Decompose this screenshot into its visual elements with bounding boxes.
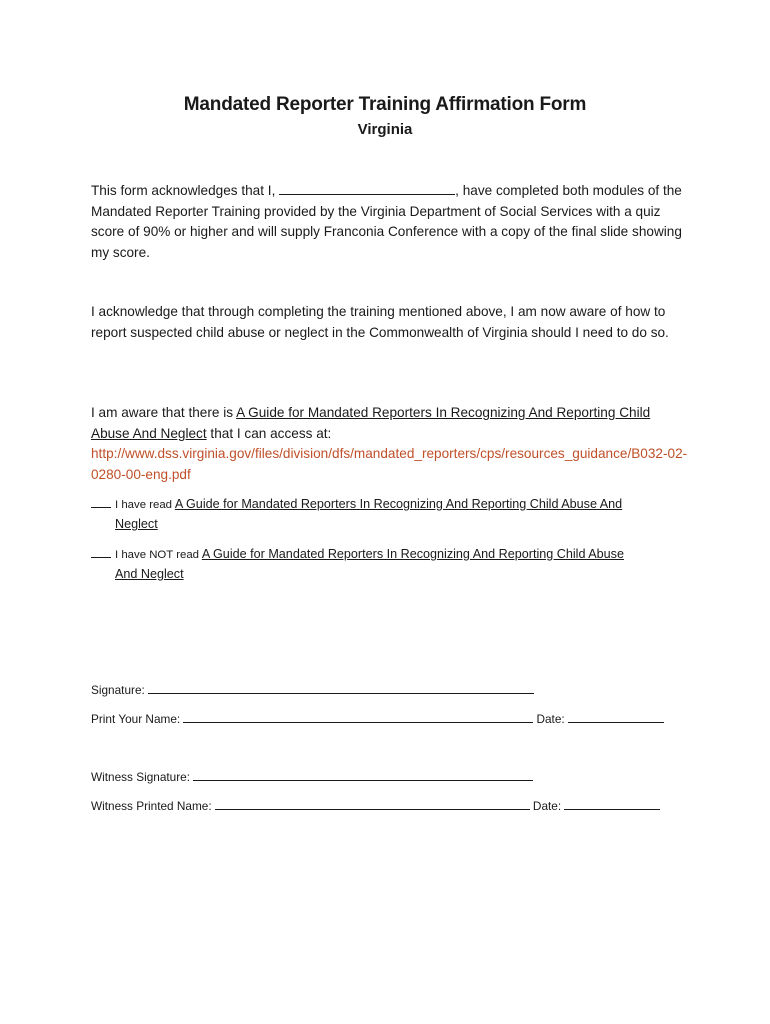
witness-printed-name-field[interactable] (215, 798, 530, 810)
print-name-field[interactable] (183, 711, 533, 723)
have-not-read-option (91, 545, 681, 584)
form-subtitle: Virginia (357, 121, 413, 138)
have-read-guide-title-cont: Neglect (115, 517, 158, 531)
date-field-1[interactable] (568, 711, 664, 723)
date-label-2: Date: (532, 799, 562, 813)
have-not-read-guide-title-cont: And Neglect (115, 567, 184, 581)
para3-before: I am aware that there is (91, 405, 234, 420)
have-not-read-label: I have NOT read (115, 549, 199, 561)
name-blank-field[interactable] (279, 181, 455, 195)
have-read-checkbox-line[interactable] (91, 495, 111, 508)
signature-row (91, 682, 534, 698)
para3-after: that I can access at: (210, 425, 332, 441)
date-field-2[interactable] (564, 798, 660, 810)
form-title: Mandated Reporter Training Affirmation Form (183, 94, 587, 115)
guide-title-link[interactable]: A Guide for Mandated Reporters In Recognizing And Reporting Child Abuse And Neglect (91, 405, 651, 441)
witness-signature-row (91, 769, 533, 785)
awareness-paragraph: I acknowledge that through completing the training mentioned above, I am now aware of how to report suspected child abuse or neglect in the Commonwealth of Virginia should I need to do so. (91, 304, 669, 340)
print-name-label: Print Your Name: (91, 712, 181, 726)
para1-after: , have completed both modules of the Mandated Reporter Training provided by the Virginia Department of Social Services with a quiz score of 90% or higher and will supply Franconia Conference with a copy of the final slide showing my score. (91, 183, 682, 260)
have-not-read-checkbox-line[interactable] (91, 545, 111, 558)
acknowledgement-paragraph (91, 181, 691, 263)
have-read-guide-title: A Guide for Mandated Reporters In Recognizing And Reporting Child Abuse And (174, 497, 623, 511)
have-read-option (91, 495, 681, 534)
signature-field[interactable] (148, 682, 534, 694)
guide-paragraph (91, 403, 691, 485)
guide-url-link[interactable]: http://www.dss.virginia.gov/files/division/dfs/mandated_reporters/cps/resources_guidance/B032-02-0280-00-eng.pdf (91, 446, 688, 482)
signature-label: Signature: (91, 683, 145, 697)
witness-printed-name-label: Witness Printed Name: (91, 799, 212, 813)
witness-printed-name-row (91, 798, 660, 814)
have-not-read-guide-title: A Guide for Mandated Reporters In Recognizing And Reporting Child Abuse (201, 547, 624, 561)
have-read-label: I have read (115, 499, 172, 511)
para1-before: This form acknowledges that I, (91, 183, 276, 198)
print-name-row (91, 711, 664, 727)
witness-signature-label: Witness Signature: (91, 770, 191, 784)
witness-signature-field[interactable] (193, 769, 533, 781)
date-label-1: Date: (536, 712, 565, 726)
